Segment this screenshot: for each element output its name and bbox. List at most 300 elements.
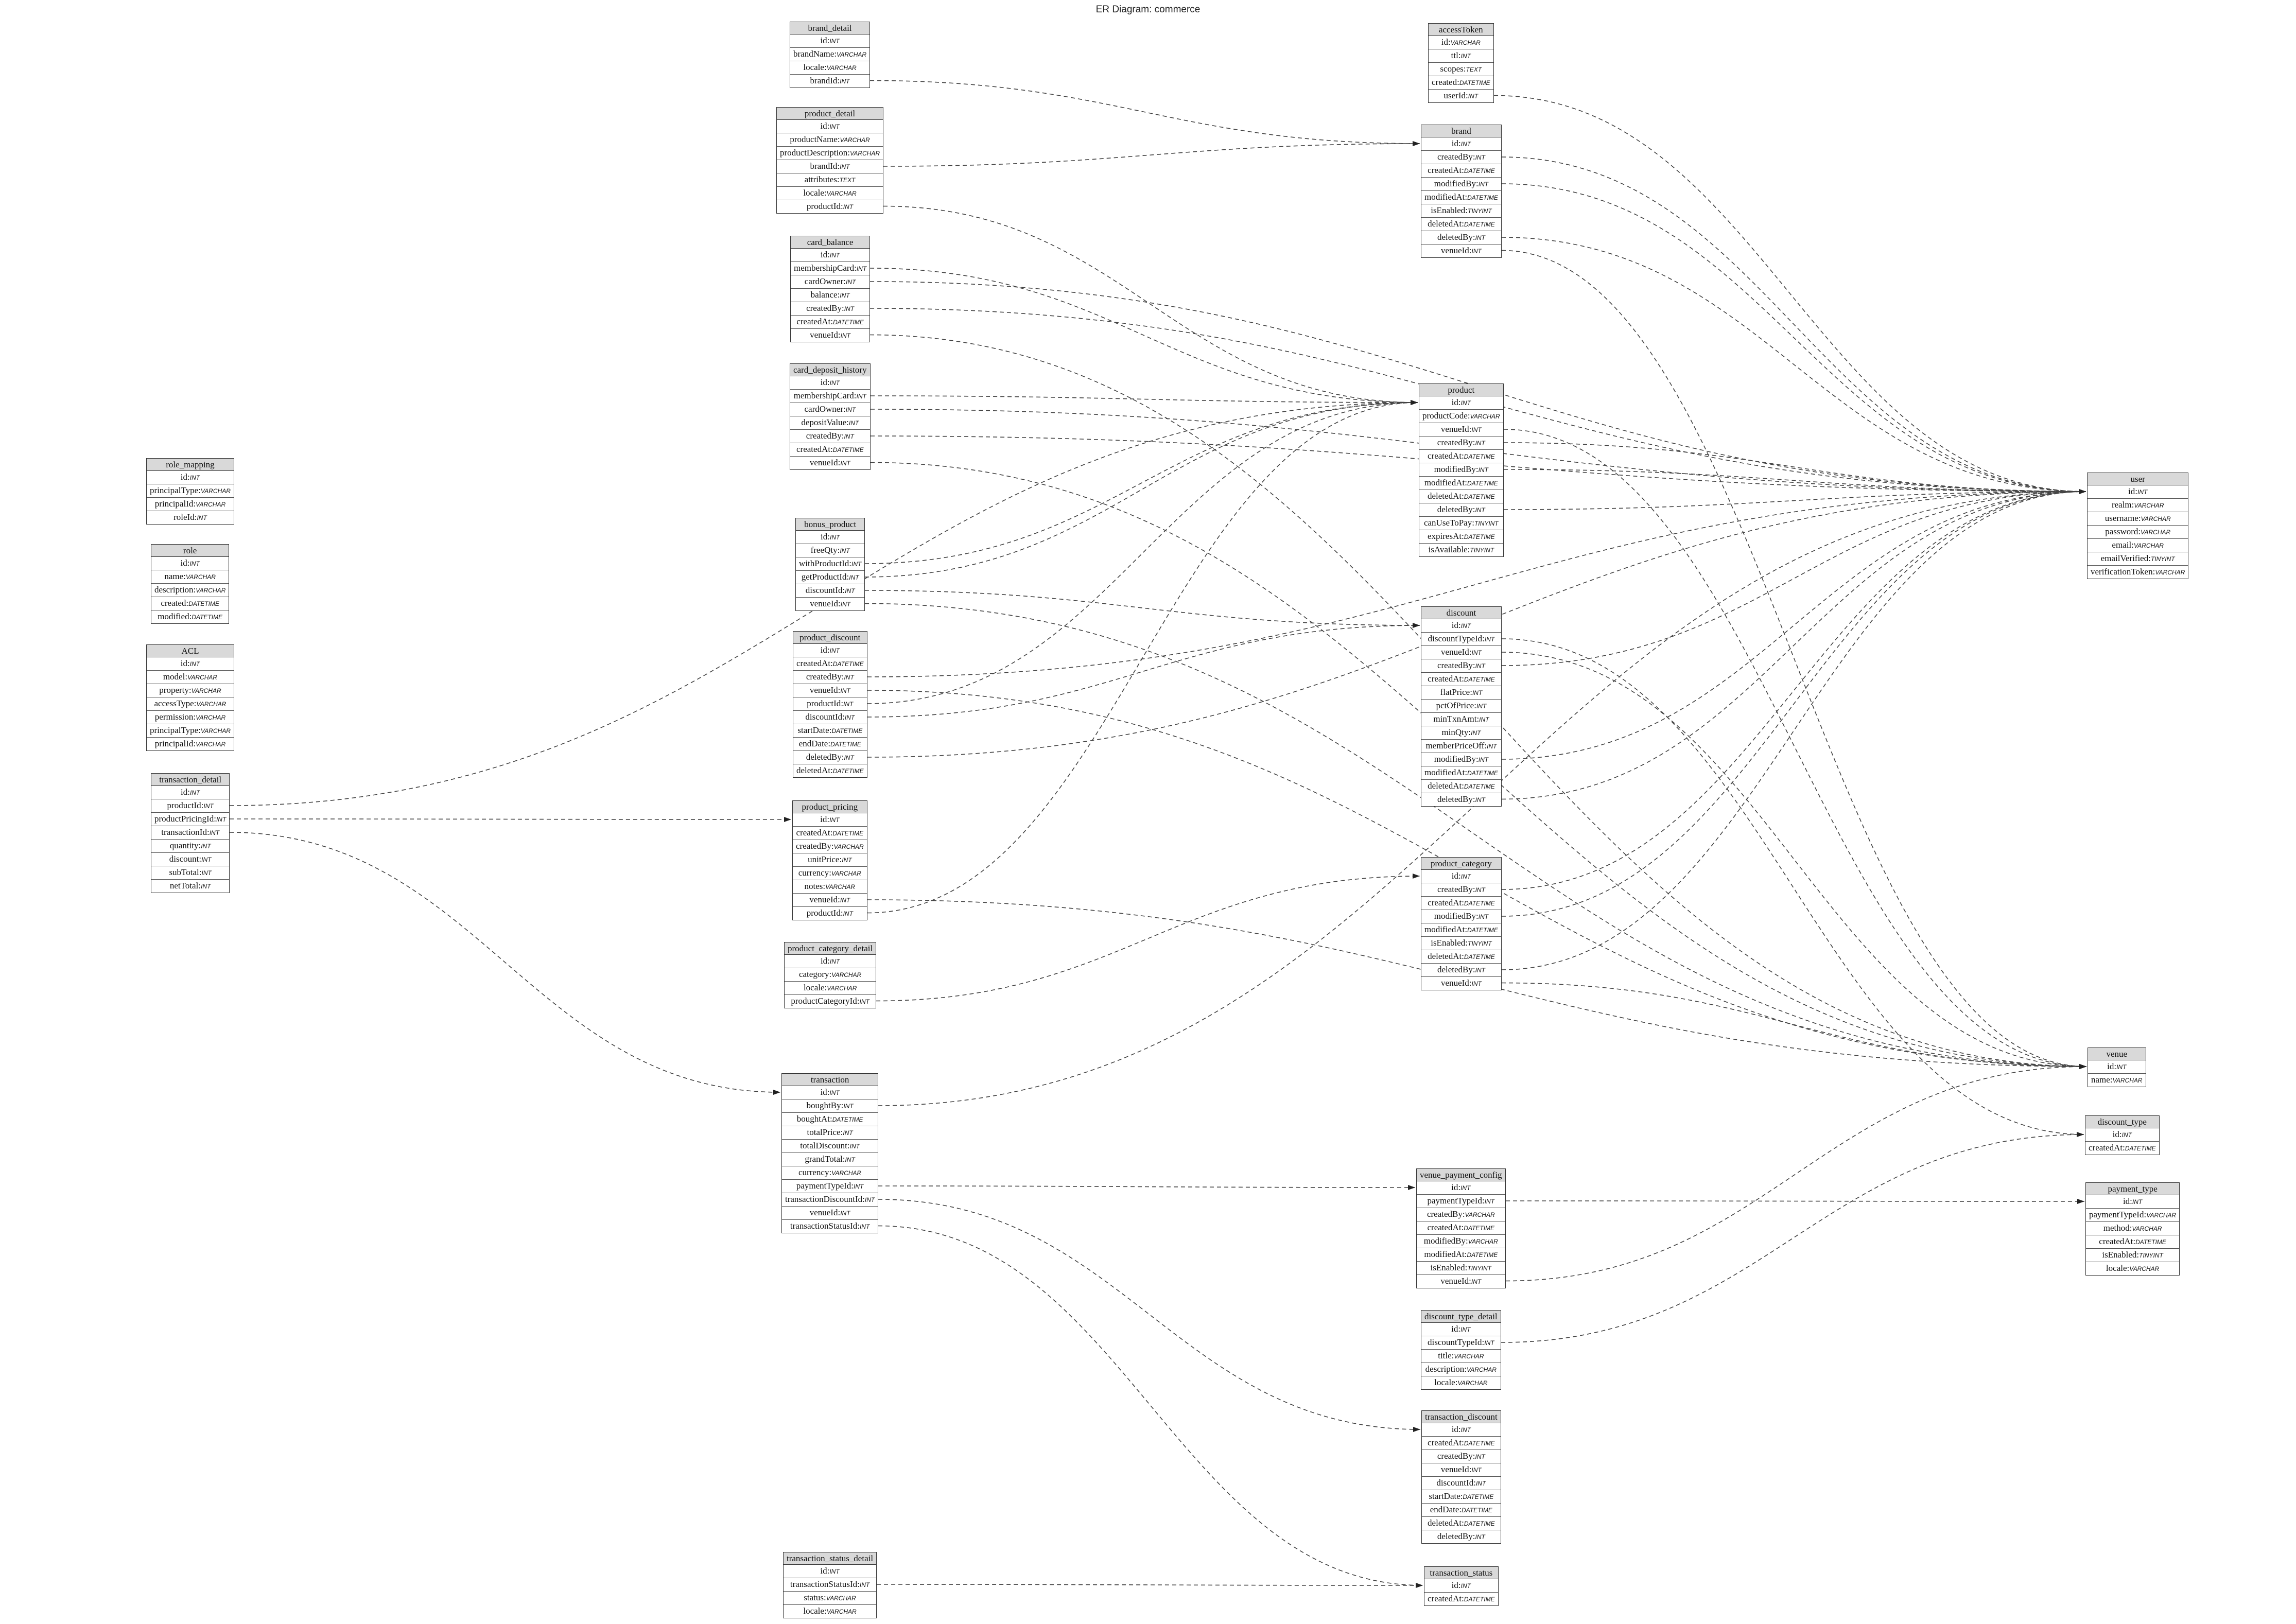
field-row (151, 840, 229, 853)
field-type: DATETIME (1464, 1520, 1495, 1527)
field-separator: : (1472, 884, 1475, 894)
field-type: DATETIME (830, 741, 861, 748)
field-name: createdAt (2099, 1236, 2133, 1246)
field-name: principalId (154, 739, 194, 748)
field-separator: : (841, 1101, 844, 1110)
field-type: INT (1460, 1582, 1471, 1590)
field-name: transactionId (161, 827, 207, 837)
field-name: id (1451, 871, 1459, 881)
field-name: cardOwner (804, 404, 844, 414)
field-row (1421, 977, 1501, 990)
field-separator: : (1465, 767, 1468, 777)
field-row (796, 598, 864, 610)
field-type: INT (1478, 913, 1489, 920)
field-separator: : (206, 827, 210, 837)
field-type: DATETIME (1464, 900, 1495, 907)
field-name: paymentTypeId (1427, 1196, 1482, 1206)
table-card-deposit-history[interactable] (790, 363, 871, 470)
field-name: discountId (805, 712, 843, 722)
field-type: INT (849, 1143, 860, 1150)
field-row (1419, 396, 1503, 410)
table-name: role_mapping (147, 459, 234, 471)
field-separator: : (842, 585, 845, 595)
table-venue-payment-config[interactable] (1416, 1168, 1506, 1288)
field-row (796, 584, 864, 598)
field-type: INT (840, 460, 850, 467)
field-separator: : (834, 49, 837, 59)
field-name: minQty (1441, 727, 1469, 737)
field-row (1422, 1517, 1501, 1530)
table-accesstoken[interactable] (1428, 23, 1494, 103)
field-separator: : (1462, 674, 1464, 684)
table-discount[interactable] (1421, 606, 1502, 807)
field-row (1421, 1350, 1501, 1363)
field-name: roleId (173, 512, 195, 522)
relation-arrowhead (1416, 1583, 1423, 1588)
field-type: DATETIME (1464, 953, 1495, 961)
field-name: venueId (809, 895, 838, 904)
field-name: totalDiscount (800, 1141, 847, 1150)
field-row (1422, 1530, 1501, 1543)
field-row (793, 867, 867, 880)
table-name: accessToken (1429, 24, 1493, 36)
field-type: INT (1484, 636, 1495, 643)
field-row (782, 1207, 878, 1220)
field-type: INT (1460, 1426, 1471, 1434)
field-row (790, 457, 870, 469)
field-separator: : (1465, 205, 1468, 215)
relation-arrowhead (2077, 1132, 2084, 1137)
field-type: INT (2137, 488, 2148, 496)
field-row (1421, 633, 1501, 646)
field-type: INT (840, 687, 850, 694)
table-venue[interactable] (2088, 1047, 2146, 1087)
field-separator: : (862, 1194, 865, 1204)
field-separator: : (827, 1087, 830, 1097)
relation-line (230, 832, 780, 1092)
field-name: discount (169, 854, 199, 864)
field-separator: : (1472, 518, 1474, 528)
field-separator: : (1448, 37, 1451, 47)
field-row (796, 544, 864, 557)
field-name: id (1451, 1580, 1458, 1590)
field-separator: : (827, 814, 830, 824)
field-type: DATETIME (832, 446, 864, 453)
field-separator: : (1472, 504, 1475, 514)
field-type: DATETIME (1467, 480, 1498, 487)
field-type: INT (1468, 93, 1479, 100)
field-row (1421, 910, 1501, 923)
table-transaction-discount[interactable] (1421, 1410, 1501, 1544)
field-type: INT (1475, 1453, 1485, 1460)
field-type: INT (845, 1156, 855, 1163)
field-type: INT (840, 78, 850, 85)
field-name: id (820, 645, 827, 655)
field-separator: : (842, 303, 844, 313)
field-separator: : (1462, 781, 1464, 791)
field-row (790, 48, 869, 61)
field-name: principalType (150, 485, 199, 495)
field-type: INT (1484, 1339, 1494, 1347)
field-name: createdAt (1428, 1594, 1462, 1603)
field-row (1417, 1181, 1505, 1195)
field-type: DATETIME (1467, 1251, 1498, 1259)
field-name: id (820, 121, 827, 131)
table-card-balance[interactable] (790, 236, 870, 342)
field-type: DATETIME (832, 660, 864, 668)
field-type: INT (1475, 507, 1485, 514)
field-separator: : (841, 752, 844, 762)
field-separator: : (824, 1606, 827, 1616)
field-type: INT (1471, 1278, 1482, 1285)
field-type: DATETIME (1464, 1440, 1495, 1447)
field-name: status (804, 1593, 824, 1602)
field-separator: : (2144, 1210, 2147, 1219)
field-name: venueId (1441, 246, 1469, 255)
field-row (1419, 530, 1503, 544)
field-separator: : (198, 841, 201, 850)
table-transaction[interactable] (781, 1073, 878, 1233)
field-row (1421, 164, 1501, 178)
field-separator: : (2148, 553, 2151, 563)
field-name: createdAt (796, 828, 830, 837)
field-name: paymentTypeId (2089, 1210, 2144, 1219)
field-name: isEnabled (1430, 1263, 1465, 1272)
field-separator: : (1470, 687, 1472, 697)
field-row (1421, 1336, 1501, 1350)
field-separator: : (1465, 1263, 1468, 1272)
field-name: id (1451, 138, 1459, 148)
field-separator: : (2110, 1075, 2113, 1085)
field-type: INT (1460, 622, 1471, 630)
field-name: modifiedBy (1434, 911, 1476, 921)
field-name: deletedBy (1437, 1531, 1473, 1541)
field-name: modifiedAt (1424, 924, 1465, 934)
field-name: createdBy (1427, 1209, 1463, 1219)
field-row (2088, 1060, 2146, 1074)
field-row (147, 657, 234, 671)
table-bonus-product[interactable] (795, 518, 865, 611)
field-name: userId (1443, 91, 1466, 100)
field-separator: : (1472, 660, 1475, 670)
field-type: VARCHAR (2134, 502, 2164, 509)
table-transaction-detail[interactable] (151, 773, 230, 893)
field-row (1422, 1423, 1501, 1437)
field-name: expiresAt (1427, 531, 1462, 541)
field-type: VARCHAR (825, 883, 856, 890)
table-transaction-status-detail[interactable] (783, 1552, 877, 1618)
field-name: currency (798, 868, 829, 878)
field-separator: : (1458, 620, 1461, 630)
field-row (782, 1220, 878, 1233)
field-type: DATETIME (1464, 1225, 1495, 1232)
table-brand[interactable] (1421, 125, 1502, 258)
field-name: productId (806, 201, 841, 211)
field-row (793, 751, 867, 764)
field-row (777, 120, 883, 133)
field-name: createdAt (1428, 898, 1462, 907)
field-type: VARCHAR (837, 51, 867, 58)
field-name: attributes (804, 174, 837, 184)
field-type: INT (844, 714, 855, 721)
table-discount-type-detail[interactable] (1421, 1310, 1501, 1390)
field-type: DATETIME (1459, 79, 1490, 86)
field-type: INT (854, 1183, 864, 1190)
field-type: INT (840, 601, 851, 608)
field-separator: : (841, 699, 844, 708)
relation-line (1502, 652, 2086, 1067)
field-row (1419, 503, 1503, 517)
field-row (1421, 151, 1501, 164)
field-type: INT (829, 647, 840, 654)
field-separator: : (2127, 1263, 2130, 1273)
field-name: category (798, 969, 829, 979)
field-separator: : (829, 969, 832, 979)
field-separator: : (1482, 1196, 1485, 1206)
field-separator: : (214, 814, 216, 824)
field-separator: : (827, 1566, 830, 1576)
field-type: VARCHAR (826, 1595, 856, 1602)
relation-arrowhead (1413, 874, 1420, 879)
field-separator: : (838, 458, 841, 467)
field-type: DATETIME (192, 614, 223, 621)
field-type: VARCHAR (196, 741, 226, 748)
field-separator: : (857, 1221, 860, 1231)
field-type: INT (1475, 662, 1485, 670)
field-separator: : (1462, 531, 1464, 541)
table-role[interactable] (151, 544, 229, 624)
field-name: boughtAt (796, 1114, 830, 1124)
field-row (790, 390, 870, 403)
field-separator: : (187, 787, 190, 797)
field-separator: : (1462, 951, 1464, 961)
table-transaction-status[interactable] (1424, 1566, 1499, 1606)
field-type: INT (845, 587, 855, 595)
table-name: product_category_detail (785, 942, 876, 955)
field-row (1421, 1376, 1501, 1389)
field-separator: : (1476, 179, 1479, 188)
relation-arrowhead (1413, 623, 1420, 628)
field-type: INT (1475, 1533, 1485, 1541)
field-type: INT (829, 252, 840, 259)
field-name: modifiedAt (1424, 192, 1465, 202)
field-separator: : (1469, 246, 1472, 255)
table-user[interactable] (2087, 473, 2188, 579)
field-name: isEnabled (1431, 205, 1466, 215)
field-row (1419, 410, 1503, 423)
field-name: id (1451, 397, 1458, 407)
field-row (1419, 450, 1503, 463)
table-name: card_deposit_history (790, 364, 870, 376)
field-type: INT (1460, 399, 1471, 407)
field-type: TINYINT (1470, 547, 1494, 554)
field-row (793, 894, 867, 907)
field-name: id (1451, 1424, 1458, 1434)
field-name: id (1451, 620, 1459, 630)
field-name: createdAt (1428, 1438, 1462, 1447)
field-separator: : (830, 317, 833, 326)
field-row (791, 329, 869, 342)
field-row (151, 880, 229, 893)
field-separator: : (1462, 165, 1464, 175)
field-type: VARCHAR (196, 701, 227, 708)
field-separator: : (1464, 1249, 1467, 1259)
field-separator: : (1482, 1337, 1485, 1347)
field-type: INT (1471, 980, 1482, 987)
field-name: productId (807, 699, 841, 708)
field-name: venueId (1440, 1276, 1469, 1286)
relation-line (1502, 184, 2086, 492)
field-separator: : (840, 1127, 843, 1137)
field-row (785, 995, 876, 1008)
field-separator: : (1473, 1478, 1476, 1488)
field-type: DATETIME (1464, 783, 1495, 790)
field-row (2088, 539, 2188, 552)
field-row (1421, 204, 1501, 218)
field-name: pctOfPrice (1436, 701, 1474, 710)
table-product-pricing[interactable] (792, 800, 867, 920)
field-row (791, 316, 869, 329)
field-name: deletedAt (1427, 491, 1462, 501)
table-role-mapping[interactable] (146, 458, 234, 525)
field-separator: : (1460, 1491, 1463, 1501)
field-separator: : (193, 712, 196, 722)
field-type: INT (201, 843, 211, 850)
field-row (1419, 517, 1503, 530)
field-row (151, 853, 229, 866)
field-type: DATETIME (1467, 770, 1498, 777)
field-name: id (820, 1087, 827, 1097)
field-row (151, 570, 229, 584)
field-name: createdAt (796, 658, 831, 668)
field-row (1429, 90, 1493, 102)
relation-line (1501, 1134, 2084, 1342)
table-name: transaction_detail (151, 774, 229, 786)
table-product-detail[interactable] (776, 107, 883, 214)
field-type: INT (829, 1568, 840, 1575)
field-type: INT (829, 816, 840, 824)
field-row (782, 1086, 878, 1099)
relation-line (1502, 492, 2086, 759)
field-separator: : (828, 739, 831, 748)
relation-line (883, 144, 1420, 166)
field-separator: : (1457, 77, 1459, 87)
field-type: INT (844, 754, 854, 761)
field-separator: : (1476, 754, 1479, 764)
field-row (2088, 1074, 2146, 1087)
field-separator: : (846, 572, 849, 582)
field-separator: : (1467, 545, 1470, 554)
field-type: INT (1471, 426, 1482, 433)
field-name: cardOwner (804, 276, 844, 286)
relation-line (870, 268, 1418, 403)
field-name: created (161, 598, 186, 608)
table-name: discount (1421, 607, 1501, 619)
field-separator: : (1458, 138, 1461, 148)
field-row (793, 711, 867, 724)
field-separator: : (1469, 424, 1472, 434)
field-row (777, 133, 883, 147)
relation-line (1502, 157, 2086, 492)
field-separator: : (841, 201, 843, 211)
field-row (1429, 63, 1493, 76)
field-type: INT (189, 660, 200, 668)
table-name: transaction_status_detail (784, 1552, 876, 1565)
relation-line (867, 403, 1418, 913)
table-product-discount[interactable] (793, 631, 867, 778)
field-type: INT (842, 857, 852, 864)
field-row (151, 799, 229, 813)
table-discount-type[interactable] (2085, 1115, 2160, 1155)
field-row (2088, 566, 2188, 579)
field-separator: : (1469, 1276, 1471, 1286)
field-separator: : (843, 276, 846, 286)
field-separator: : (1472, 1531, 1475, 1541)
field-type: VARCHAR (831, 1169, 862, 1177)
relation-line (1502, 639, 2084, 1134)
field-row (1429, 76, 1493, 90)
field-type: TINYINT (1467, 1265, 1491, 1272)
field-row (147, 511, 234, 524)
relation-line (1502, 237, 2086, 492)
field-type: INT (1478, 181, 1489, 188)
field-name: venueId (1441, 978, 1469, 988)
field-name: endDate (1430, 1505, 1459, 1514)
field-name: venueId (810, 330, 838, 340)
field-separator: : (1467, 411, 1470, 421)
table-name: brand (1421, 125, 1501, 137)
field-name: deletedBy (1437, 965, 1473, 974)
field-separator: : (2119, 1129, 2122, 1139)
field-row (791, 275, 869, 289)
table-brand-detail[interactable] (790, 22, 870, 88)
field-row (2088, 499, 2188, 512)
field-separator: : (1469, 647, 1472, 657)
field-separator: : (838, 599, 841, 608)
field-row (1421, 686, 1501, 700)
field-name: discountTypeId (1428, 634, 1483, 643)
table-product-category-detail[interactable] (784, 942, 876, 1008)
field-separator: : (829, 725, 832, 735)
field-row (1421, 883, 1501, 897)
field-separator: : (854, 263, 857, 273)
field-row (2086, 1262, 2179, 1275)
table-payment-type[interactable] (2085, 1182, 2180, 1276)
field-name: created (1432, 77, 1457, 87)
field-name: getProductId (801, 572, 847, 582)
field-separator: : (2136, 1250, 2140, 1260)
field-row (151, 597, 229, 610)
field-row (796, 531, 864, 544)
field-type: INT (1487, 743, 1497, 750)
table-name: payment_type (2086, 1183, 2179, 1195)
field-name: ttl (1451, 50, 1458, 60)
field-row (790, 376, 870, 390)
field-type: VARCHAR (831, 870, 861, 877)
table-product[interactable] (1419, 383, 1504, 557)
field-separator: : (827, 36, 830, 45)
field-type: TINYINT (2150, 555, 2175, 563)
table-product-category[interactable] (1421, 857, 1502, 990)
table-acl[interactable] (146, 644, 234, 751)
field-type: VARCHAR (2132, 1225, 2162, 1232)
field-name: description (1425, 1364, 1465, 1374)
field-separator: : (2131, 540, 2134, 550)
field-name: productId (167, 800, 201, 810)
field-name: locale (1434, 1377, 1455, 1387)
field-separator: : (838, 685, 841, 695)
field-name: venueId (1440, 1464, 1469, 1474)
